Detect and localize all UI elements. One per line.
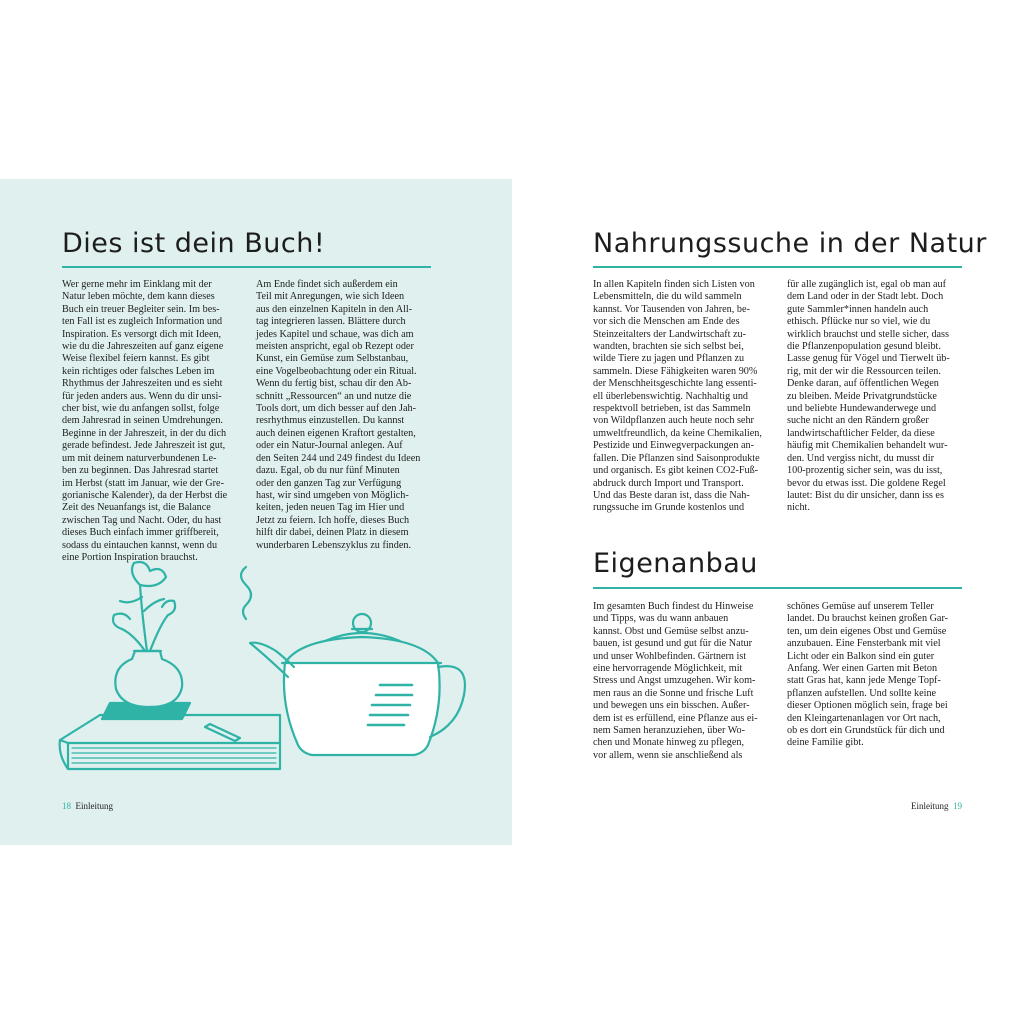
text-line: Weise flexibel feiern kannst. Es gibt bbox=[62, 353, 210, 365]
text-line: Stress und Angst umzugehen. Wir kom- bbox=[593, 675, 756, 687]
text-line: auch deinen eigenen Kraftort gestalten, bbox=[256, 427, 416, 439]
text-line: Wer gerne mehr im Einklang mit der bbox=[62, 279, 212, 290]
right-title-growing: Eigenanbau bbox=[593, 548, 758, 579]
text-line: landet. Du brauchst keinen großen Gar- bbox=[787, 613, 949, 625]
text-line: statt Gras hat, kann jede Menge Topf- bbox=[787, 675, 941, 687]
text-line: Inspiration. Es versorgt dich mit Ideen, bbox=[62, 328, 222, 340]
text-line: wilde Tiere zu jagen und Pflanzen zu bbox=[593, 353, 745, 365]
text-line: Anfang. Wer einen Garten mit Beton bbox=[787, 663, 938, 675]
text-line: Rhythmus der Jahreszeiten und es sieht bbox=[62, 378, 223, 390]
text-line: Im gesamten Buch findest du Hinweise bbox=[593, 601, 754, 612]
text-line: eine Portion Inspiration brauchst. bbox=[62, 551, 198, 563]
text-line: Buch ein treuer Begleiter sein. Im bes- bbox=[62, 303, 220, 315]
text-line: gute Sammler*innen handeln auch bbox=[787, 303, 929, 315]
text-line: Steinzeitalters der Landwirtschaft zu- bbox=[593, 328, 747, 340]
text-line: im Herbst (statt im Januar, wie der Gre- bbox=[62, 477, 224, 489]
text-line: wandten, brachten sie sich selbst bei, bbox=[593, 341, 744, 353]
text-line: und organisch. Es gibt keinen CO2-Fuß- bbox=[593, 465, 759, 477]
text-line: eine hervorragende Möglichkeit, mit bbox=[593, 663, 743, 675]
text-line: bevor du etwas isst. Die goldene Regel bbox=[787, 477, 946, 489]
text-line: dem Jahresrad in seinen Umdrehungen. bbox=[62, 415, 223, 427]
text-line: ten Fall ist es zugleich Information und bbox=[62, 316, 223, 328]
text-line: In allen Kapiteln finden sich Listen von bbox=[593, 279, 755, 290]
text-line: den Seiten 244 und 249 findest du Ideen bbox=[256, 452, 421, 464]
text-line: umweltfreundlich, da keine Chemikalien, bbox=[593, 427, 762, 439]
text-line: nem Samen heranzuziehen, über Wo- bbox=[593, 725, 746, 737]
text-line: und Tipps, was du wann anbauen bbox=[593, 613, 729, 625]
text-line: eine Vogelbeobachtung oder ein Ritual. bbox=[256, 365, 417, 377]
right-footer-label: Einleitung bbox=[911, 801, 949, 811]
text-line: nicht. bbox=[787, 502, 810, 514]
text-line: keiten, jeden neuen Tag im Hier und bbox=[256, 502, 405, 514]
text-line: ethisch. Pflücke nur so viel, wie du bbox=[787, 316, 931, 328]
text-line: die Pflanzenpopulation gesund bleibt. bbox=[787, 341, 941, 353]
text-line: zwischen Tag und Nacht. Oder, du hast bbox=[62, 514, 222, 526]
text-line: schnitt „Ressourcen“ an und nutze die bbox=[256, 390, 412, 402]
right-title-rule-2 bbox=[593, 587, 962, 589]
text-line: fallen. Die Pflanzen sind Saisonprodukte bbox=[593, 452, 760, 464]
text-line: lautet: Bist du dir unsicher, dann iss es bbox=[787, 489, 944, 501]
text-line: zu bleiben. Meide Privatgrundstücke bbox=[787, 390, 937, 402]
text-line: rungssuche im Grunde kostenlos und bbox=[593, 502, 745, 514]
text-line: pflanzen aufstellen. Und sollte keine bbox=[787, 687, 937, 699]
left-footer-label: Einleitung bbox=[75, 801, 113, 811]
text-line: ben zu beginnen. Das Jahresrad startet bbox=[62, 465, 219, 477]
text-line: häufig mit Chemikalien behandelt wur- bbox=[787, 440, 948, 452]
text-line: anzubauen. Eine Fensterbank mit viel bbox=[787, 638, 941, 650]
text-line: 100-prozentig sicher sein, was du isst, bbox=[787, 465, 943, 477]
text-line: der Menschheitsgeschichte lang essenti- bbox=[593, 378, 757, 390]
text-line: jedes Kapitel und schaue, was dich am bbox=[256, 328, 414, 340]
text-line: bauen, ist gesund und gut für die Natur bbox=[593, 638, 753, 650]
text-line: Kunst, ein Gemüse zum Selbstanbau, bbox=[256, 353, 409, 365]
text-line: Beginne in der Jahreszeit, in der du dich bbox=[62, 427, 227, 439]
text-line: für alle zugänglich ist, egal ob man auf bbox=[787, 279, 946, 290]
text-line: hilft dir dabei, deinen Platz in diesem bbox=[256, 527, 409, 539]
text-line: ten, um dein eigenes Obst und Gemüse bbox=[787, 625, 947, 637]
text-line: Zeit des Neuanfangs ist, die Balance bbox=[62, 502, 211, 514]
foraging-text-column-1 bbox=[593, 279, 762, 515]
right-title-rule-1 bbox=[593, 266, 962, 268]
text-line: Natur leben möchte, dem kann dieses bbox=[62, 291, 215, 303]
text-line: von Wildpflanzen auch heute noch sehr bbox=[593, 415, 754, 427]
text-line: wunderbaren Lebenszyklus zu finden. bbox=[256, 539, 412, 551]
text-line: dem Land oder in der Stadt lebt. Doch bbox=[787, 291, 944, 303]
text-line: Lasse genug für Vögel und Tierwelt üb- bbox=[787, 353, 950, 365]
left-text-column-1 bbox=[62, 279, 227, 564]
text-line: und unser Wohlbefinden. Gärtnern ist bbox=[593, 650, 747, 662]
text-line: vor sich die Menschen am Ende des bbox=[593, 316, 740, 328]
text-line: ell überlebenswichtig. Nachhaltig und bbox=[593, 390, 749, 402]
text-line: oder ein Natur-Journal anlegen. Auf bbox=[256, 440, 403, 452]
text-line: dieser Optionen möglich sein, frage bei bbox=[787, 700, 948, 712]
text-line: den Kleingartenanlagen vor Ort nach, bbox=[787, 712, 941, 724]
left-page-number: 18 bbox=[62, 801, 71, 811]
text-line: cher bist, wie du anfangen sollst, folge bbox=[62, 403, 220, 415]
text-line: für jeden anders aus. Wenn du dir unsi- bbox=[62, 390, 222, 402]
teapot-vase-book-illustration bbox=[50, 555, 470, 785]
text-line: wie du die Jahreszeiten auf ganz eigene bbox=[62, 341, 224, 353]
left-footer bbox=[62, 801, 113, 811]
text-line: meisten anspricht, egal ob Rezept oder bbox=[256, 341, 414, 353]
text-line: sammeln. Diese Fähigkeiten waren 90% bbox=[593, 365, 758, 377]
text-line: gerade befindest. Jede Jahreszeit ist gut, bbox=[62, 440, 226, 452]
text-line: respektvoll betrieben, ist das Sammeln bbox=[593, 403, 751, 415]
text-line: deine Familie gibt. bbox=[787, 737, 864, 749]
text-line: tag integrieren lassen. Blättere durch bbox=[256, 316, 406, 328]
text-line: sodass du eintauchen kannst, wenn du bbox=[62, 539, 218, 551]
text-line: kannst. Vor Tausenden von Jahren, be- bbox=[593, 303, 750, 315]
text-line: aus den einzelnen Kapiteln in den All- bbox=[256, 303, 413, 315]
text-line: wirklich brauchst und stelle sicher, dass bbox=[787, 328, 949, 340]
text-line: Lebensmitteln, die du wild sammeln bbox=[593, 291, 742, 303]
text-line: Und das Beste daran ist, dass die Nah- bbox=[593, 489, 750, 501]
text-line: den. Und vergiss nicht, du musst dir bbox=[787, 452, 934, 464]
text-line: rig, mit der wir die Ressourcen teilen. bbox=[787, 365, 941, 377]
text-line: vor allem, wenn sie anschließend als bbox=[593, 749, 743, 761]
text-line: dieses Buch einfach immer griffbereit, bbox=[62, 527, 219, 539]
text-line: Jetzt zu feiern. Ich hoffe, dieses Buch bbox=[256, 514, 410, 526]
text-line: dem ist es erfüllend, eine Pflanze aus ei- bbox=[593, 712, 758, 724]
text-line: Wenn du fertig bist, schau dir den Ab- bbox=[256, 378, 412, 390]
text-line: gorianische Kalender), da der Herbst die bbox=[62, 489, 228, 501]
text-line: hast, wir sind umgeben von Möglich- bbox=[256, 489, 409, 501]
text-line: um mit deinem naturverbundenen Le- bbox=[62, 452, 217, 464]
right-page-number: 19 bbox=[953, 801, 962, 811]
text-line: und bewegen uns ein bisschen. Außer- bbox=[593, 700, 750, 712]
growing-text-column-2 bbox=[787, 601, 948, 750]
left-title-rule bbox=[62, 266, 431, 268]
text-line: dazu. Egal, ob du nur fünf Minuten bbox=[256, 465, 400, 477]
text-line: kannst. Obst und Gemüse selbst anzu- bbox=[593, 625, 749, 637]
text-line: Tools dort, um dich besser auf den Jah- bbox=[256, 403, 416, 415]
text-line: Pestizide und Einwegverpackungen an- bbox=[593, 440, 754, 452]
growing-text-column-1 bbox=[593, 601, 758, 762]
text-line: schönes Gemüse auf unserem Teller bbox=[787, 601, 934, 612]
text-line: landwirtschaftlicher Felder, da diese bbox=[787, 427, 935, 439]
text-line: Am Ende findet sich außerdem ein bbox=[256, 279, 398, 290]
left-page-title: Dies ist dein Buch! bbox=[62, 228, 326, 259]
left-text-column-2 bbox=[256, 279, 420, 552]
right-title-foraging: Nahrungssuche in der Natur bbox=[593, 228, 987, 259]
text-line: abdruck durch Import und Transport. bbox=[593, 477, 744, 489]
text-line: resrhythmus einzustellen. Du kannst bbox=[256, 415, 405, 427]
text-line: Licht oder ein Balkon sind ein guter bbox=[787, 650, 935, 662]
text-line: kein richtiges oder falsches Leben im bbox=[62, 365, 215, 377]
text-line: oder den ganzen Tag zur Verfügung bbox=[256, 477, 402, 489]
right-footer bbox=[911, 801, 962, 811]
text-line: men raus an die Sonne und frische Luft bbox=[593, 687, 754, 699]
text-line: chen und Monate hinweg zu pflegen, bbox=[593, 737, 745, 749]
text-line: Teil mit Anregungen, wie sich Ideen bbox=[256, 291, 405, 303]
foraging-text-column-2 bbox=[787, 279, 950, 515]
text-line: ob es dort ein Grundstück für dich und bbox=[787, 725, 945, 737]
text-line: und beliebte Hundewanderwege und bbox=[787, 403, 937, 415]
text-line: suche nicht an den Rändern großer bbox=[787, 415, 929, 427]
text-line: Denke daran, auf öffentlichen Wegen bbox=[787, 378, 939, 390]
